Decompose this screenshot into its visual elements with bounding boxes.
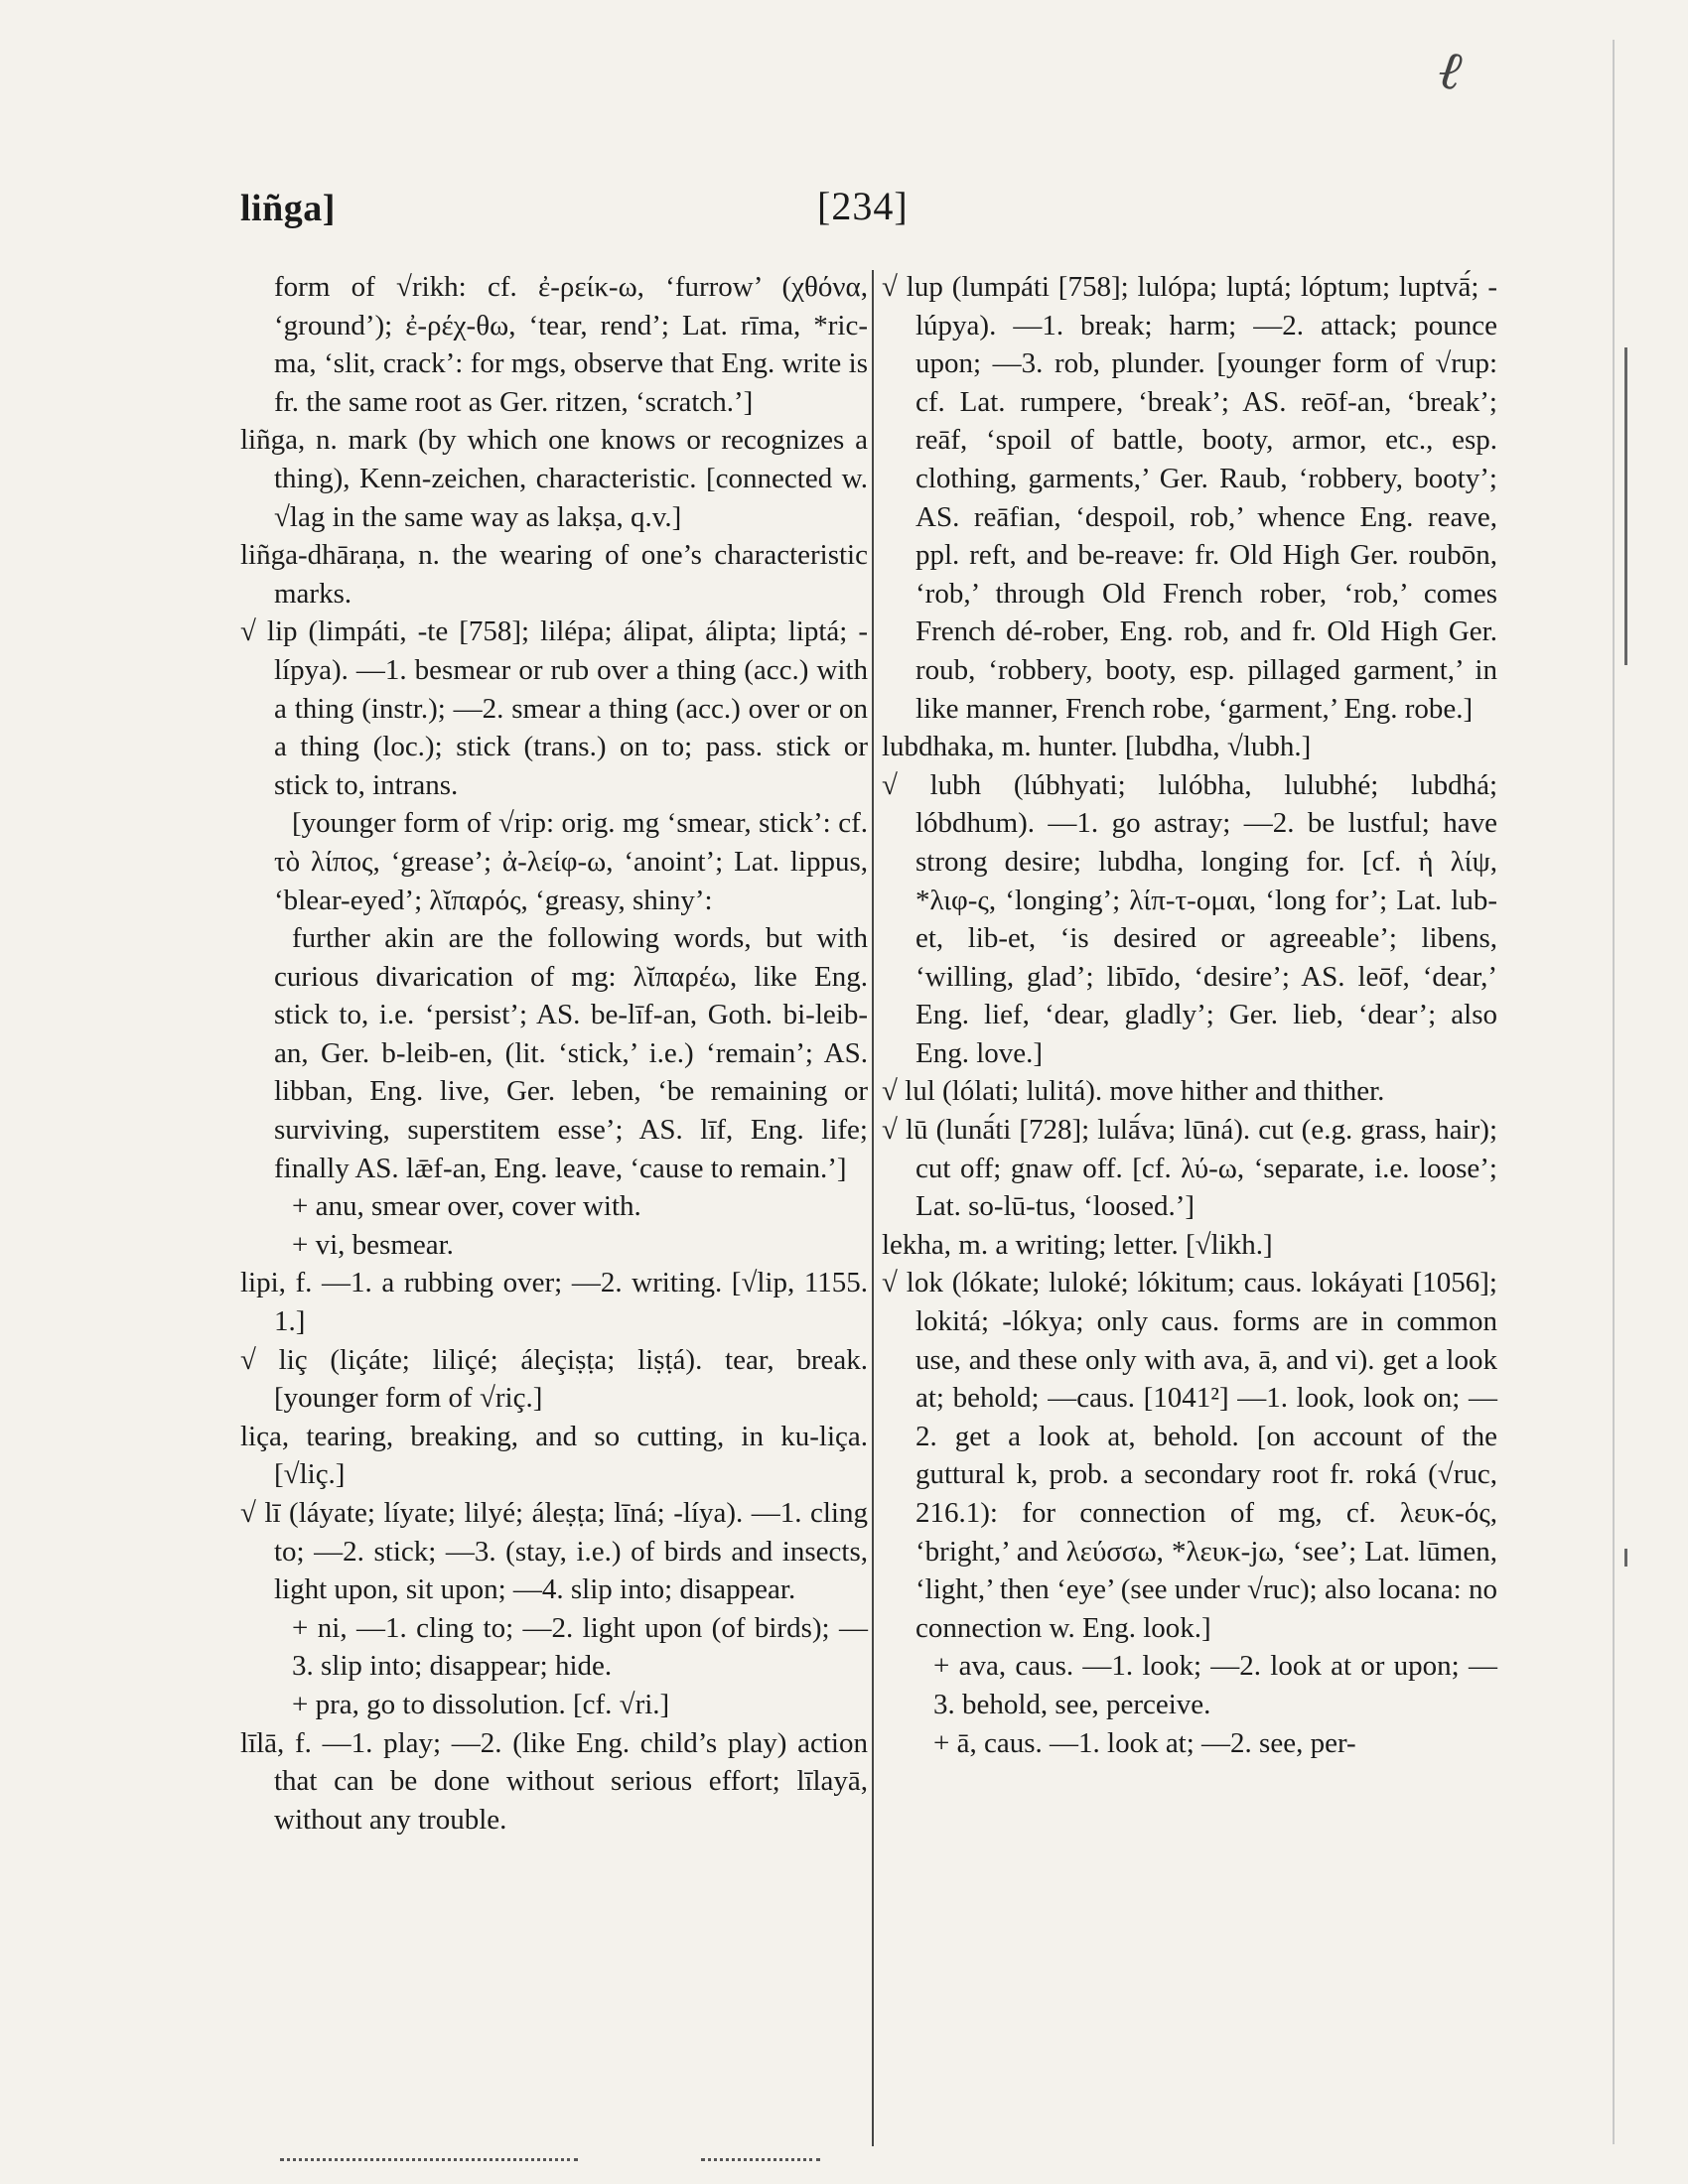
subentry-ava: + ava, caus. —1. look; —2. look at or upon; —3. behold, see, perceive.: [933, 1650, 1497, 1720]
page-number: [234]: [817, 184, 909, 228]
right-column: [882, 268, 1497, 1762]
entry-lubdhaka: lubdhaka, m. hunter. [lubdha, √lubh.]: [882, 731, 1312, 763]
entry-lekha: lekha, m. a writing; letter. [√likh.]: [882, 1228, 1273, 1261]
entry-lipi: lipi, f. —1. a rubbing over; —2. writing. [√lip, 1155. 1.]: [240, 1267, 868, 1338]
entry-lubh: √ lubh (lúbhyati; lulóbha, lulubhé; lubdhá; lóbdhum). —1. go astray; —2. be lustful; have strong desire; lubdha, longing for. [cf. ἡ λίψ, *λιφ-ς, ‘longing’; λίπ-τ-ομαι, ‘long for’; Lat. lub-et, lib-et, ‘is desired or agreeable’; libens, ‘willing, glad’; libīdo, ‘desire’; AS. leōf, ‘dear,’ Eng. lief, ‘dear, gladly’; Ger. lieb, ‘dear’; also Eng. love.]: [882, 768, 1497, 1069]
entry-linga-dharana: liñga-dhāraṇa, n. the wearing of one’s characteristic marks.: [240, 539, 868, 610]
subentry-pra: + pra, go to dissolution. [cf. √ri.]: [292, 1688, 670, 1720]
subentry-a: + ā, caus. —1. look at; —2. see, per-: [933, 1726, 1356, 1759]
entry-continuation: form of √rikh: cf. ἐ-ρείκ-ω, ‘furrow’ (χθόνα, ‘ground’); ἐ-ρέχ-θω, ‘tear, rend’; Lat. rīma, *ric-ma, ‘slit, crack’: for mgs, observe that Eng. write is fr. the same root as Ger. ritzen, ‘scratch.’]: [274, 271, 868, 418]
entry-lip: √ lip (limpáti, -te [758]; lilépa; álipat, álipta; liptá; -lípya). —1. besmear or rub over a thing (acc.) with a thing (instr.); —2. smear a thing (acc.) over or on a thing (loc.); stick (trans.) on to; pass. stick or stick to, intrans.: [240, 615, 868, 801]
etymology-lip-further: further akin are the following words, but with curious divarication of mg: λῐπαρέω, like Eng. stick to, i.e. ‘persist’; AS. be-līf-an, Goth. bi-leib-an, Ger. b-leib-en, (lit. ‘stick,’ i.e.) ‘remain’; AS. libban, Eng. live, Ger. leben, ‘be remaining or surviving, superstitem esse’; AS. līf, Eng. life; finally AS. lǣf-an, Eng. leave, ‘cause to remain.’]: [274, 922, 868, 1184]
entry-lup: √ lup (lumpáti [758]; lulópa; luptá; lóptum; luptvā́; -lúpya). —1. break; harm; —2. attack; pounce upon; —3. rob, plunder. [younger form of √rup: cf. Lat. rumpere, ‘break’; AS. reōf-an, ‘break’; reāf, ‘spoil of battle, booty, armor, etc., esp. clothing, garments,’ Ger. Raub, ‘robbery, booty’; AS. reāfian, ‘despoil, rob,’ whence Eng. reave, ppl. reft, and be-reave: fr. Old High Ger. roubōn, ‘rob,’ through Old French rober, ‘rob,’ comes French dé-rober, Eng. rob, and fr. Old High Ger. roub, ‘robbery, booty, esp. pillaged garment,’ in like manner, French robe, ‘garment,’ Eng. robe.]: [882, 271, 1497, 725]
left-column: [240, 268, 868, 1839]
column-divider: [872, 270, 874, 2146]
entry-li: √ lī (láyate; líyate; lilyé; áleṣṭa; līná; -líya). —1. cling to; —2. stick; —3. (stay, i.e.) of birds and insects, light upon, sit upon; —4. slip into; disappear.: [240, 1497, 868, 1606]
subentry-vi: + vi, besmear.: [292, 1228, 454, 1261]
entry-lul: √ lul (lólati; lulitá). move hither and thither.: [882, 1075, 1385, 1108]
entry-lu: √ lū (lunā́ti [728]; lulā́va; lūná). cut (e.g. grass, hair); cut off; gnaw off. [cf. λύ-ω, ‘separate, i.e. loose’; Lat. so-lū-tus, ‘loosed.’]: [882, 1114, 1497, 1223]
pencil-mark: ℓ: [1429, 38, 1473, 103]
page-edge-tick: [1624, 347, 1627, 665]
subentry-anu: + anu, smear over, cover with.: [292, 1190, 641, 1223]
entry-lok: √ lok (lókate; luloké; lókitum; caus. lokáyati [1056]; lokitá; -lókya; only caus. forms are in common use, and these only with ava, ā, and vi). get a look at; behold; —caus. [1041²] —1. look, look on; —2. get a look at, behold. [on account of the guttural k, prob. a secondary root fr. roká (√ruc, 216.1): for connection of mg, cf. λευκ-ός, ‘bright,’ and λεύσσω, *λευκ-jω, ‘see’; Lat. lūmen, ‘light,’ then ‘eye’ (see under √ruc); also locana: no connection w. Eng. look.]: [882, 1267, 1497, 1644]
page-edge-tick: [1624, 1549, 1627, 1567]
entry-lila: līlā, f. —1. play; —2. (like Eng. child’s play) action that can be done without serious effort; līlayā, without any trouble.: [240, 1726, 868, 1836]
subentry-ni: + ni, —1. cling to; —2. light upon (of birds); —3. slip into; disappear; hide.: [292, 1611, 868, 1683]
entry-linga: liñga, n. mark (by which one knows or recognizes a thing), Kenn-zeichen, characteristic. [connected w. √lag in the same way as lakṣa, q.v.]: [240, 424, 868, 533]
cut-off-line: [240, 2150, 1497, 2184]
entry-lic-root: √ liç (liçáte; liliçé; áleçiṣṭa; liṣṭá). tear, break. [younger form of √riç.]: [240, 1343, 868, 1415]
etymology-lip: [younger form of √rip: orig. mg ‘smear, stick’: cf. τὸ λίπος, ‘grease’; ἀ-λείφ-ω, ‘anoint’; Lat. lippus, ‘blear-eyed’; λῐπαρός, ‘greasy, shiny’:: [274, 807, 868, 916]
running-head: liñga]: [240, 188, 336, 229]
entry-lica: liça, tearing, breaking, and so cutting, in ku-liça. [√liç.]: [240, 1420, 868, 1491]
page-edge-line: [1613, 40, 1615, 2144]
